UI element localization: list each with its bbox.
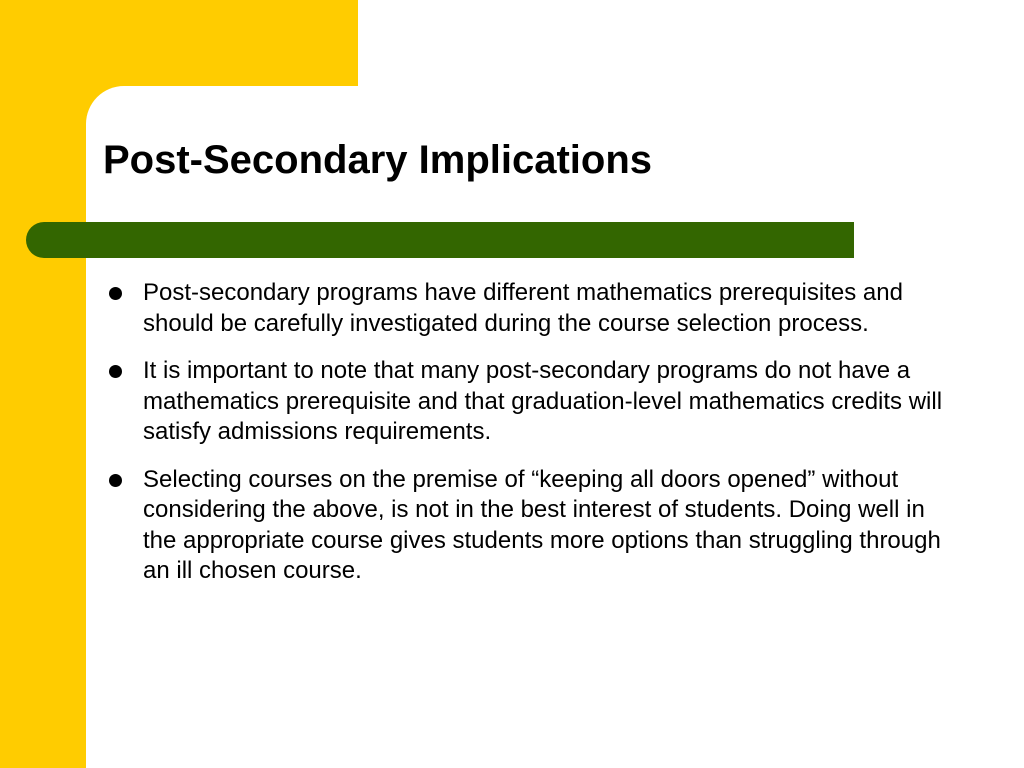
bullet-dot-icon bbox=[109, 474, 122, 487]
bullet-item bbox=[100, 465, 960, 587]
bullet-list bbox=[100, 278, 960, 604]
bullet-item bbox=[100, 356, 960, 448]
bullet-dot-icon bbox=[109, 365, 122, 378]
bullet-text: Post-secondary programs have different mathematics prerequisites and should be carefully investigated during the course selection process. bbox=[143, 279, 903, 337]
bullet-text: Selecting courses on the premise of “keeping all doors opened” without considering the above, is not in the best interest of students. Doing well in the appropriate course gives students more options than struggling through an ill chosen course. bbox=[143, 465, 941, 584]
bullet-dot-icon bbox=[109, 287, 122, 300]
bullet-item bbox=[100, 278, 960, 339]
bullet-text: It is important to note that many post-secondary programs do not have a mathematics prerequisite and that graduation-level mathematics credits will satisfy admissions requirements. bbox=[143, 357, 943, 445]
title-underline-bar bbox=[26, 222, 854, 258]
decorative-yellow-strip bbox=[0, 0, 86, 768]
slide-title: Post-Secondary Implications bbox=[103, 138, 653, 182]
